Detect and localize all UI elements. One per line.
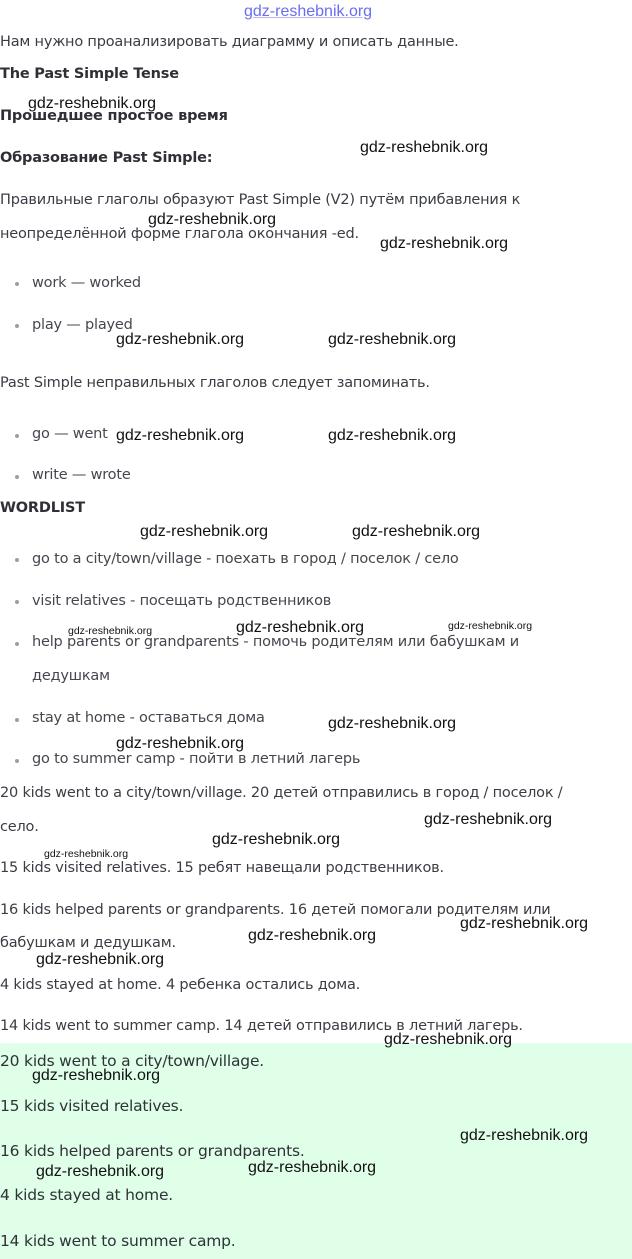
bullet-icon bbox=[15, 642, 19, 646]
analysis-line: 20 kids went to a city/town/village. 20 детей отправились в город / поселок / bbox=[0, 785, 563, 801]
formation-heading: Образование Past Simple: bbox=[0, 150, 213, 166]
list-item: write — wrote bbox=[32, 467, 131, 483]
answer-line: 16 kids helped parents or grandparents. bbox=[0, 1142, 305, 1160]
analysis-line: 15 kids visited relatives. 15 ребят навещали родственников. bbox=[0, 860, 444, 876]
list-item: play — played bbox=[32, 317, 133, 333]
watermark: gdz-reshebnik.org bbox=[44, 848, 129, 860]
answer-line: 15 kids visited relatives. bbox=[0, 1097, 184, 1115]
watermark: gdz-reshebnik.org bbox=[380, 235, 509, 252]
bullet-icon bbox=[15, 759, 19, 763]
watermark: gdz-reshebnik.org bbox=[236, 619, 365, 636]
bullet-icon bbox=[15, 558, 19, 562]
bullet-icon bbox=[15, 282, 19, 286]
regular-rule-line-1: Правильные глаголы образуют Past Simple (V2) путём прибавления к bbox=[0, 192, 521, 208]
watermark: gdz-reshebnik.org bbox=[460, 1127, 589, 1144]
answer-line: 20 kids went to a city/town/village. bbox=[0, 1052, 265, 1070]
watermark: gdz-reshebnik.org bbox=[36, 1163, 165, 1180]
watermark: gdz-reshebnik.org bbox=[68, 625, 153, 637]
regular-rule-line-2: неопределённой форме глагола окончания -ed. bbox=[0, 226, 359, 242]
watermark: gdz-reshebnik.org bbox=[36, 951, 165, 968]
watermark: gdz-reshebnik.org bbox=[424, 811, 553, 828]
wordlist-item: help parents or grandparents - помочь родителям или бабушкам и bbox=[32, 634, 519, 650]
watermark: gdz-reshebnik.org bbox=[328, 427, 457, 444]
list-item: go — went bbox=[32, 426, 108, 442]
wordlist-title: WORDLIST bbox=[0, 500, 85, 516]
analysis-line: бабушкам и дедушкам. bbox=[0, 935, 176, 951]
analysis-line: 16 kids helped parents or grandparents. 16 детей помогали родителям или bbox=[0, 902, 551, 918]
bullet-icon bbox=[15, 434, 19, 438]
watermark: gdz-reshebnik.org bbox=[32, 1067, 161, 1084]
watermark: gdz-reshebnik.org bbox=[384, 1031, 513, 1048]
watermark: gdz-reshebnik.org bbox=[352, 523, 481, 540]
answer-line: 14 kids went to summer camp. bbox=[0, 1232, 236, 1250]
wordlist-item-continuation: дедушкам bbox=[32, 668, 110, 684]
bullet-icon bbox=[15, 324, 19, 328]
watermark: gdz-reshebnik.org bbox=[448, 620, 533, 632]
analysis-line: село. bbox=[0, 819, 39, 835]
watermark: gdz-reshebnik.org bbox=[140, 523, 269, 540]
heading-russian: Прошедшее простое время bbox=[0, 108, 228, 124]
list-item: work — worked bbox=[32, 275, 141, 291]
wordlist-item: stay at home - оставаться дома bbox=[32, 710, 265, 726]
wordlist-item: go to a city/town/village - поехать в город / поселок / село bbox=[32, 551, 459, 567]
irregular-rule-text: Past Simple неправильных глаголов следует запоминать. bbox=[0, 375, 430, 391]
wordlist-item: visit relatives - посещать родственников bbox=[32, 593, 332, 609]
watermark: gdz-reshebnik.org bbox=[328, 331, 457, 348]
watermark: gdz-reshebnik.org bbox=[328, 715, 457, 732]
watermark: gdz-reshebnik.org bbox=[116, 735, 245, 752]
bullet-icon bbox=[15, 475, 19, 479]
analysis-line: 4 kids stayed at home. 4 ребенка остались дома. bbox=[0, 977, 361, 993]
watermark: gdz-reshebnik.org bbox=[248, 1159, 377, 1176]
watermark: gdz-reshebnik.org bbox=[116, 331, 245, 348]
watermark: gdz-reshebnik.org bbox=[248, 927, 377, 944]
intro-text: Нам нужно проанализировать диаграмму и описать данные. bbox=[0, 34, 459, 50]
site-watermark-link[interactable]: gdz-reshebnik.org bbox=[244, 3, 373, 20]
watermark: gdz-reshebnik.org bbox=[360, 139, 489, 156]
analysis-line: 14 kids went to summer camp. 14 детей отправились в летний лагерь. bbox=[0, 1018, 523, 1034]
heading-english: The Past Simple Tense bbox=[0, 66, 179, 82]
watermark: gdz-reshebnik.org bbox=[212, 831, 341, 848]
watermark: gdz-reshebnik.org bbox=[116, 427, 245, 444]
watermark: gdz-reshebnik.org bbox=[148, 211, 277, 228]
watermark: gdz-reshebnik.org bbox=[460, 915, 589, 932]
wordlist-item: go to summer camp - пойти в летний лагерь bbox=[32, 751, 361, 767]
answer-line: 4 kids stayed at home. bbox=[0, 1186, 174, 1204]
watermark: gdz-reshebnik.org bbox=[28, 95, 157, 112]
bullet-icon bbox=[15, 718, 19, 722]
bullet-icon bbox=[15, 600, 19, 604]
